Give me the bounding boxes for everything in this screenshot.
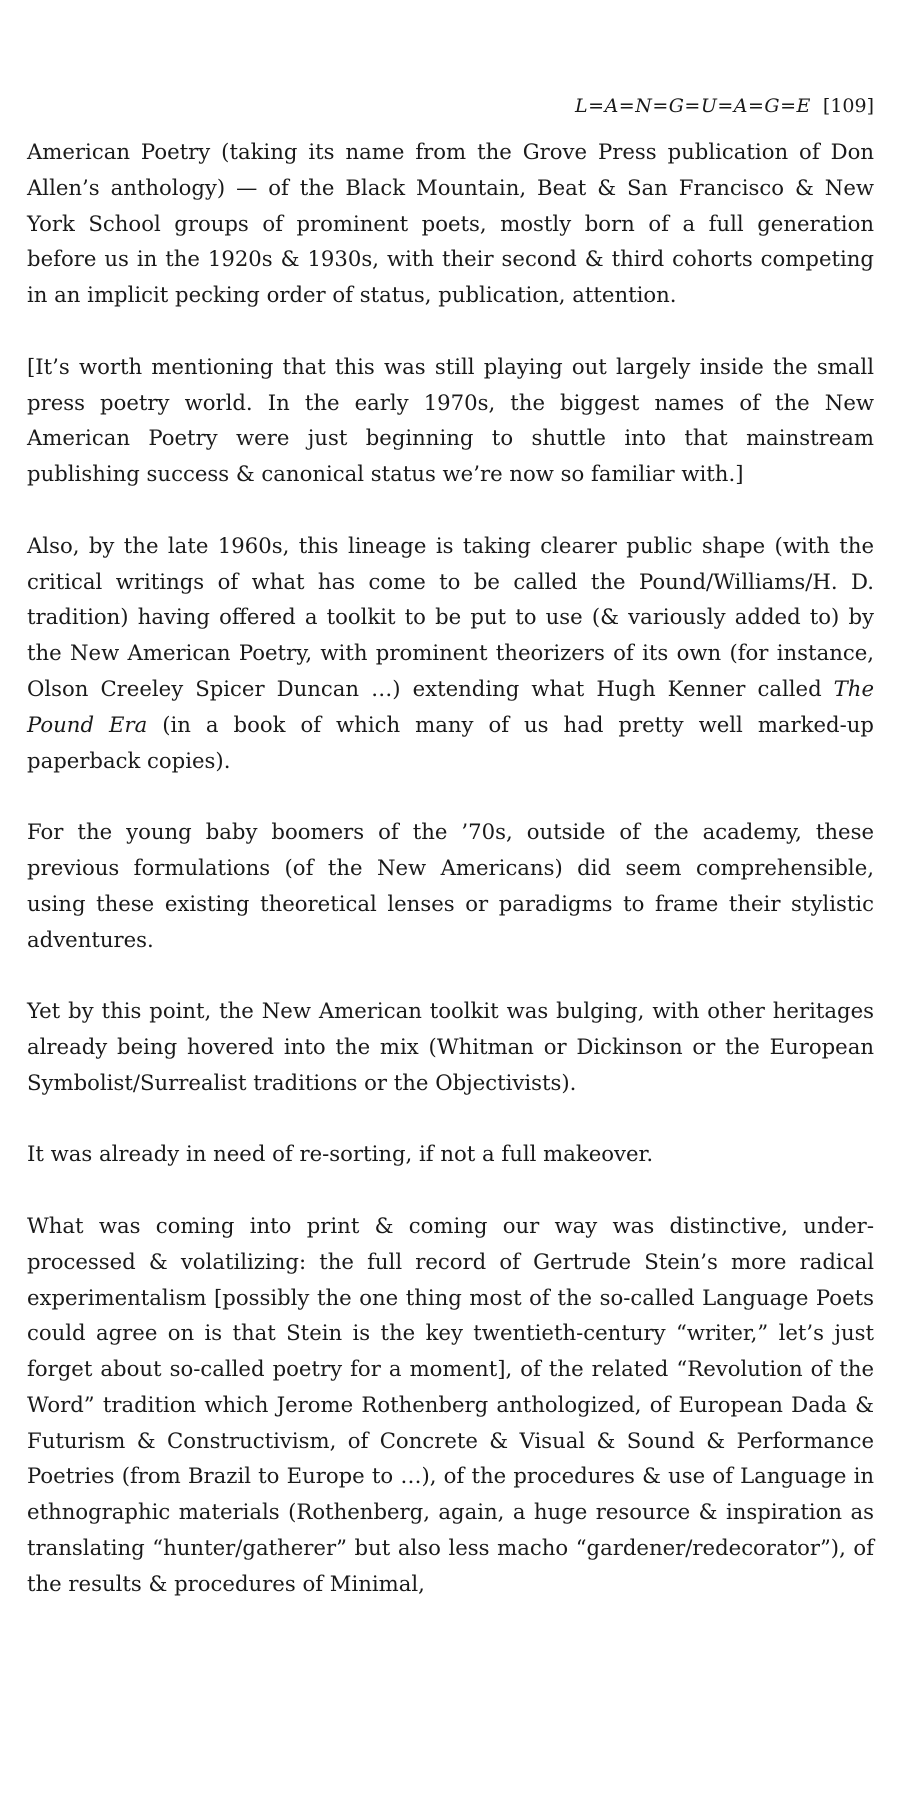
paragraph-7: What was coming into print & coming our way was distinctive, underprocessed & volatilizing: the full record of Gertrude Stein’s more radical experimentalism [possibly the one thing most of the so-called Language Poets could agree on is that Stein is the key twentieth-century “writer,” let’s just forget about so-called poetry for a moment], of the related “Revolution of the Word” tradition which Jerome Rothenberg anthologized, of European Dada & Futurism & Constructivism, of Concrete & Visual & Sound & Performance Poetries (from Brazil to Europe to …), of the procedures & use of Language in ethnographic materials (Rothenberg, again, a huge resource & inspiration as translating “hunter/gatherer” but also less macho “gardener/redecorator”), of the results & procedures of Minimal,	[27, 1212, 874, 1596]
paragraph-5: Yet by this point, the New American toolkit was bulging, with other heritages already being hovered into the mix (Whitman or Dickinson or the European Symbolist/Surrealist traditions or the Objectivists).	[27, 998, 874, 1095]
paragraph-4: For the young baby boomers of the ’70s, outside of the academy, these previous formulations (of the New Americans) did seem comprehensible, using these existing theoretical lenses or paradigms to frame their stylistic adventures.	[27, 819, 874, 952]
journal-title: L=A=N=G=U=A=G=E	[575, 95, 811, 117]
page-number: [109]	[822, 95, 874, 117]
paragraph-2: [It’s worth mentioning that this was still playing out largely inside the small press poetry world. In the early 1970s, the biggest names of the New American Poetry were just beginning to shuttle into that mainstream publishing success & canonical status we’re now so familiar with.]	[27, 353, 874, 487]
running-header	[575, 93, 874, 119]
body-text	[27, 134, 874, 1637]
paragraph-3-text-end: (in a book of which many of us had pretty well marked-up paperback copies).	[27, 711, 874, 773]
paragraph-3-text-start: Also, by the late 1960s, this lineage is taking clearer public shape (with the critical writings of what has come to be called the Pound/Williams/H. D. tradition) having offered a toolkit to be put to use (& variously added to) by the New American Poetry, with prominent theorizers of its own (for instance, Olson Creeley Spicer Duncan …) extending what Hugh Kenner called	[27, 532, 874, 701]
paragraph-1: American Poetry (taking its name from the Grove Press publication of Don Allen’s anthology) — of the Black Mountain, Beat & San Francisco & New York School groups of prominent poets, mostly born of a full generation before us in the 1920s & 1930s, with their second & third cohorts competing in an implicit pecking order of status, publication, attention.	[27, 139, 874, 308]
paragraph-6: It was already in need of re-sorting, if not a full makeover.	[27, 1141, 654, 1167]
paragraph-3	[27, 528, 874, 779]
book-title: The Pound Era	[27, 675, 874, 737]
